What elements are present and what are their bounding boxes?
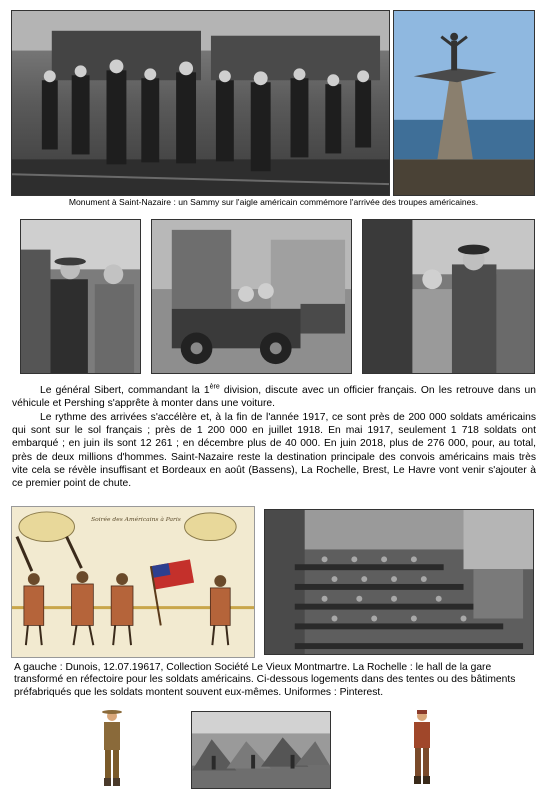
drawing-title: Soirée des Américains à Paris <box>91 515 181 523</box>
drawing-american-soldiers <box>11 506 255 658</box>
uniform-figure-left <box>95 708 129 790</box>
photo-vehicle <box>151 219 352 374</box>
caption-monument: Monument à Saint-Nazaire : un Sammy sur l'aigle américain commémore l'arrivée des troupes américaines. <box>68 197 479 207</box>
paragraph-arrivals: Le rythme des arrivées s'accélère et, à la fin de l'année 1917, ce sont près de 200 000 soldats américains qui sont sur le sol français ; près de 1 200 000 en juillet 1918. En mai 1917, seulement 1 718 soldats ont embarqué ; en juin ils sont 12 261 ; en décembre plus de 40 000. En juin 2018, plus de 276 000, pour, au total, près de deux millions d'hommes. Saint-Nazaire reste la destination principale des convois américains mais très vite cela se révèle insuffisant et Bordeaux en août (Bassens), La Rochelle, Brest, Le Havre vont venir s'ajouter à ce premier point de chute. <box>12 412 536 490</box>
photo-soldiers-marching <box>11 10 390 196</box>
paragraph-sibert: Le général Sibert, commandant la 1ère division, discute avec un officier français. On les retrouve dans un véhicule et Pershing s'apprête à monter dans une voiture. <box>12 383 536 410</box>
bottom-caption: A gauche : Dunois, 12.07.19617, Collection Société Le Vieux Montmartre. La Rochelle : le hall de la gare transformé en réfectoire pour les soldats américains. Ci-dessous logements dans des tentes ou des bâtiments préfabriqués que les soldats montent souvent eux-mêmes. Uniformes : Pinterest. <box>14 662 516 698</box>
photo-general-sibert <box>20 219 141 374</box>
photo-tents-camp <box>191 711 331 789</box>
uniform-figure-right <box>405 708 439 788</box>
photo-pershing-car <box>362 219 535 374</box>
photo-saint-nazaire-monument <box>393 10 535 196</box>
photo-la-rochelle-station-hall <box>264 509 534 655</box>
